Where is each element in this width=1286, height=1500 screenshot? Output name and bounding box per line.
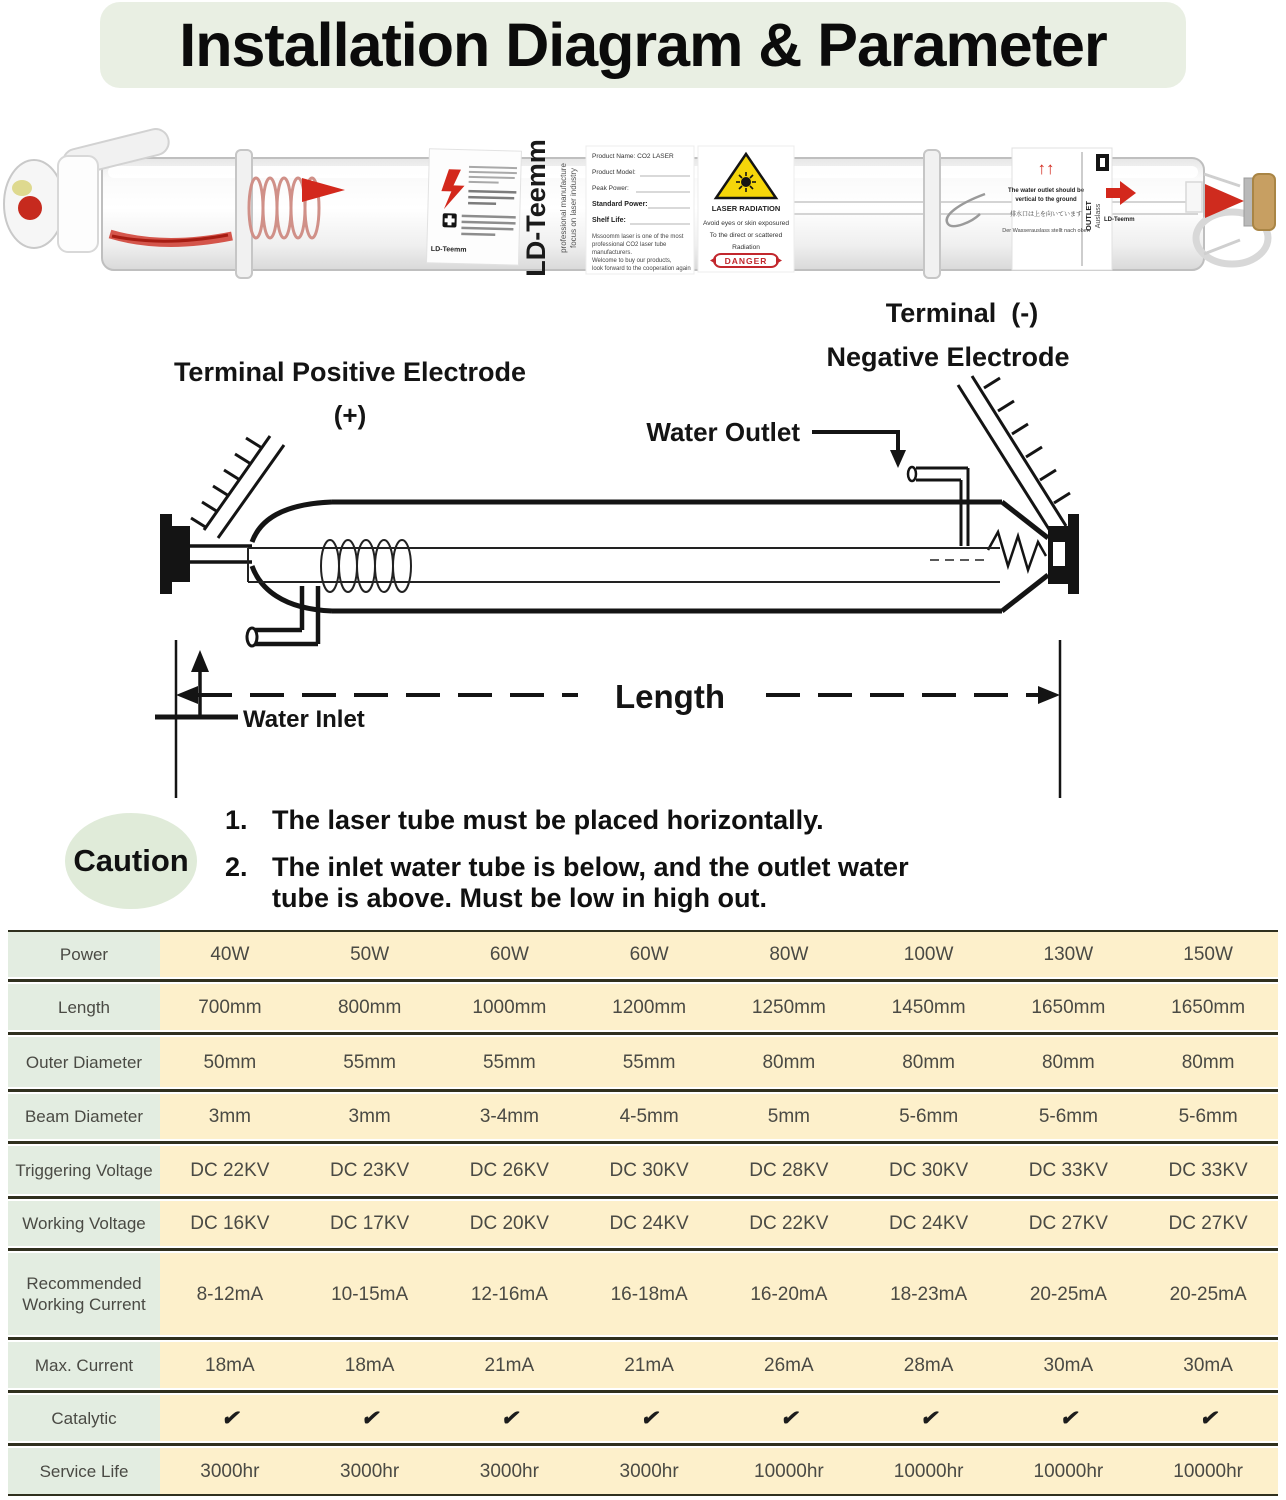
table-row [8, 1094, 1278, 1139]
laser-tube-photo [0, 116, 1286, 288]
auslass-vertical: Auslass [1095, 203, 1102, 229]
page-title: Installation Diagram & Parameter [179, 11, 1107, 79]
table-cell: 1000mm [440, 984, 580, 1030]
table-cell: 3mm [300, 1094, 440, 1139]
terminal-positive-sub: (+) [333, 400, 367, 430]
row-label: Power [8, 932, 160, 977]
form-shelf-life: Shelf Life: [592, 217, 626, 224]
outlet-line1: The water outlet should be [1007, 188, 1085, 194]
table-cell: DC 33KV [999, 1146, 1139, 1194]
table-cell: 10000hr [999, 1448, 1139, 1494]
table-cell: DC 28KV [719, 1146, 859, 1194]
table-row [8, 1253, 1278, 1335]
table-cell: DC 27KV [999, 1201, 1139, 1246]
about-line: Welcome to buy our products, [592, 258, 672, 264]
table-cell: 5mm [719, 1094, 859, 1139]
table-row-separator [8, 1030, 1278, 1037]
tagline-1: professional manufacture [559, 163, 568, 253]
form-standard-power: Standard Power: [592, 201, 648, 208]
table-cell: 3000hr [300, 1448, 440, 1494]
row-label: Recommended Working Current [8, 1253, 160, 1335]
outlet-line3: 排水口は上を向いています [1009, 212, 1083, 218]
terminal-negative-sub: Negative Electrode [826, 342, 1070, 372]
caution-item-number: 1. [225, 805, 248, 835]
table-cell: 18mA [300, 1342, 440, 1388]
table-cell: 1650mm [999, 984, 1139, 1030]
table-cell: DC 20KV [440, 1201, 580, 1246]
caution-item-2 [225, 852, 909, 914]
table-cell: 8-12mA [160, 1253, 300, 1335]
table-cell: 12-16mA [440, 1253, 580, 1335]
brand-small: LD-Teemm [430, 245, 467, 254]
table-row-separator [8, 1087, 1278, 1094]
left-end-cap [160, 514, 190, 594]
table-row [8, 1201, 1278, 1246]
table-cell: DC 24KV [579, 1201, 719, 1246]
table-row [8, 1448, 1278, 1494]
check-icon: ✔ [859, 1395, 999, 1441]
table-cell: 100W [859, 932, 999, 977]
table-cell: 5-6mm [999, 1094, 1139, 1139]
caution-item2-line1: The inlet water tube is below, and the outlet water [272, 852, 909, 882]
parameter-table [8, 930, 1278, 1496]
product-form-label [586, 146, 694, 274]
table-row-separator [8, 1441, 1278, 1448]
table-cell: 10000hr [719, 1448, 859, 1494]
table-cell: DC 23KV [300, 1146, 440, 1194]
table-row [8, 932, 1278, 977]
table-row-separator [8, 1388, 1278, 1395]
table-cell: 30mA [1138, 1342, 1278, 1388]
row-label: Service Life [8, 1448, 160, 1494]
table-cell: DC 16KV [160, 1201, 300, 1246]
table-cell: 3000hr [160, 1448, 300, 1494]
table-cell: 28mA [859, 1342, 999, 1388]
table-cell: 20-25mA [1138, 1253, 1278, 1335]
table-cell: 800mm [300, 984, 440, 1030]
table-cell: DC 22KV [160, 1146, 300, 1194]
table-cell: 50W [300, 932, 440, 977]
up-arrows-icon: ↑↑ [1037, 159, 1055, 178]
row-label: Beam Diameter [8, 1094, 160, 1139]
hv-notice-label [426, 149, 521, 265]
table-cell: 4-5mm [579, 1094, 719, 1139]
table-row-separator [8, 1335, 1278, 1342]
radiation-line1: Avoid eyes or skin exposured [702, 220, 790, 227]
inner-tube [248, 540, 1000, 592]
table-cell: DC 24KV [859, 1201, 999, 1246]
outlet-line4: Der Wasserauslass stellt nach oben [1002, 228, 1090, 234]
table-row [8, 1037, 1278, 1087]
spring-symbol [988, 532, 1046, 570]
table-cell: 60W [579, 932, 719, 977]
table-cell: 700mm [160, 984, 300, 1030]
table-cell: 5-6mm [859, 1094, 999, 1139]
radiation-warning-label [698, 146, 794, 272]
table-row [8, 1146, 1278, 1194]
water-inlet-callout [155, 650, 238, 717]
table-cell: 10000hr [1138, 1448, 1278, 1494]
check-icon: ✔ [1138, 1395, 1278, 1441]
table-cell: DC 27KV [1138, 1201, 1278, 1246]
radiation-line2: To the direct or scattered [709, 232, 783, 239]
caution-item-text [272, 852, 909, 914]
table-cell: DC 26KV [440, 1146, 580, 1194]
table-cell: 60W [440, 932, 580, 977]
row-label: Working Voltage [8, 1201, 160, 1246]
check-icon: ✔ [579, 1395, 719, 1441]
row-label: Max. Current [8, 1342, 160, 1388]
table-cell: DC 17KV [300, 1201, 440, 1246]
terminal-positive-title: Terminal Positive Electrode [173, 357, 527, 387]
form-peak-power: Peak Power: [592, 185, 629, 192]
table-row [8, 1395, 1278, 1441]
table-cell: 50mm [160, 1037, 300, 1087]
check-icon: ✔ [719, 1395, 859, 1441]
water-outlet-pipe [908, 467, 968, 546]
table-cell: DC 22KV [719, 1201, 859, 1246]
table-row [8, 984, 1278, 1030]
table-cell: 18mA [160, 1342, 300, 1388]
table-cell: 3mm [160, 1094, 300, 1139]
table-row-separator [8, 1139, 1278, 1146]
table-cell: 1650mm [1138, 984, 1278, 1030]
outlet-brand: LD-Teemm [1104, 217, 1135, 223]
caution-item2-line2: tube is above. Must be low in high out. [272, 883, 768, 913]
table-cell: 16-18mA [579, 1253, 719, 1335]
table-cell: DC 30KV [579, 1146, 719, 1194]
table-cell: 1250mm [719, 984, 859, 1030]
tagline-2: focus on laser industry [569, 167, 578, 249]
caution-item-text: The laser tube must be placed horizontally. [272, 805, 824, 835]
table-cell: 3000hr [440, 1448, 580, 1494]
table-cell: 16-20mA [719, 1253, 859, 1335]
table-cell: 20-25mA [999, 1253, 1139, 1335]
table-row-separator [8, 977, 1278, 984]
about-line: manufacturers. [592, 250, 633, 256]
table-cell: 26mA [719, 1342, 859, 1388]
table-cell: 55mm [440, 1037, 580, 1087]
row-label: Length [8, 984, 160, 1030]
danger-text: DANGER [724, 256, 768, 266]
table-cell: 40W [160, 932, 300, 977]
caution-badge-label: Caution [73, 843, 189, 878]
check-icon: ✔ [999, 1395, 1139, 1441]
table-cell: 10-15mA [300, 1253, 440, 1335]
row-label: Catalytic [8, 1395, 160, 1441]
about-line: Mssoomm laser is one of the most [592, 234, 684, 240]
table-cell: 80mm [719, 1037, 859, 1087]
caution-item-1 [225, 805, 824, 836]
check-icon: ✔ [440, 1395, 580, 1441]
table-cell: 1200mm [579, 984, 719, 1030]
table-cell: 3-4mm [440, 1094, 580, 1139]
table-cell: 21mA [440, 1342, 580, 1388]
table-row-separator [8, 1194, 1278, 1201]
table-cell: 80mm [999, 1037, 1139, 1087]
table-cell: 55mm [300, 1037, 440, 1087]
table-cell: 150W [1138, 932, 1278, 977]
about-line: professional CO2 laser tube [592, 242, 667, 248]
table-cell: 80mm [859, 1037, 999, 1087]
water-inlet-pipe [247, 586, 318, 646]
table-cell: 10000hr [859, 1448, 999, 1494]
water-inlet-label: Water Inlet [243, 706, 365, 733]
length-label: Length [615, 678, 725, 715]
table-cell: 30mA [999, 1342, 1139, 1388]
about-line: look forward to the cooperation again [592, 266, 691, 272]
radiation-heading: LASER RADIATION [711, 204, 781, 213]
table-row-separator [8, 1246, 1278, 1253]
table-cell: 5-6mm [1138, 1094, 1278, 1139]
table-cell: 18-23mA [859, 1253, 999, 1335]
table-cell: 21mA [579, 1342, 719, 1388]
caution-item-number: 2. [225, 852, 248, 882]
table-cell: 3000hr [579, 1448, 719, 1494]
outlet-vertical: OUTLET [1084, 201, 1093, 231]
table-cell: DC 33KV [1138, 1146, 1278, 1194]
form-product-model: Product Model: [592, 169, 636, 176]
table-cell: 80W [719, 932, 859, 977]
table-cell: DC 30KV [859, 1146, 999, 1194]
caution-badge [65, 813, 197, 909]
table-cell: 1450mm [859, 984, 999, 1030]
table-cell: 80mm [1138, 1037, 1278, 1087]
row-label: Triggering Voltage [8, 1146, 160, 1194]
outlet-line2: vertical to the ground [1015, 197, 1077, 203]
form-product-name: Product Name: CO2 LASER [592, 153, 674, 160]
row-label: Outer Diameter [8, 1037, 160, 1087]
water-outlet-label: Water Outlet [646, 417, 800, 447]
table-row [8, 1342, 1278, 1388]
water-outlet-leader [812, 432, 906, 468]
terminal-negative-title: Terminal (-) [885, 298, 1039, 328]
table-cell: 130W [999, 932, 1139, 977]
positive-wire [191, 436, 284, 538]
title-banner [100, 2, 1186, 88]
glass-collar [924, 150, 940, 278]
table-cell: 55mm [579, 1037, 719, 1087]
brand-vertical: LD-Teemm [521, 139, 551, 277]
check-icon: ✔ [300, 1395, 440, 1441]
radiation-line3: Radiation [732, 244, 760, 251]
installation-diagram-drawing [0, 288, 1286, 802]
check-icon: ✔ [160, 1395, 300, 1441]
